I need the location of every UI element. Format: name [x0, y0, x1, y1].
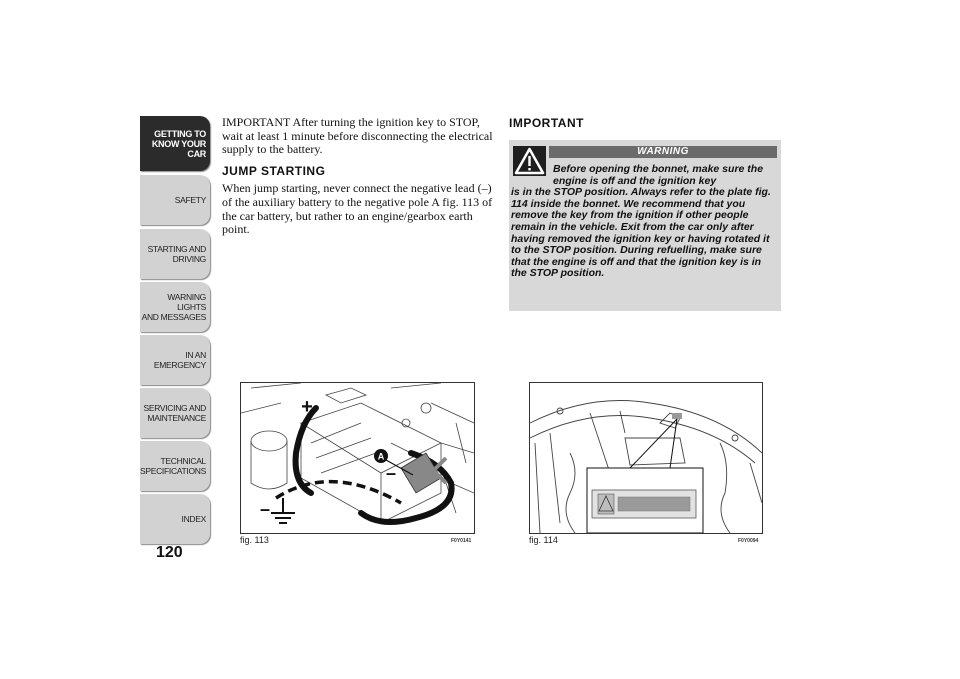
important-heading: IMPORTANT: [509, 116, 584, 130]
figure-113-code: F0Y0141: [451, 538, 472, 544]
tab-technical-specifications[interactable]: [140, 441, 210, 491]
tab-label: INDEX: [181, 514, 206, 524]
page-number: 120: [156, 544, 183, 561]
tab-label: GETTING TO KNOW YOUR CAR: [151, 128, 206, 159]
plus-sign: +: [301, 396, 313, 418]
important-note: IMPORTANT After turning the ignition key to STOP, wait at least 1 minute before disconnecting the electrical supply to the battery.: [222, 115, 493, 157]
ground-minus-sign: –: [259, 499, 271, 519]
minus-sign: –: [385, 463, 397, 483]
tab-warning-lights[interactable]: [140, 282, 210, 332]
tab-label: WARNING LIGHTS AND MESSAGES: [141, 292, 206, 322]
bonnet-illustration: [530, 383, 762, 533]
tab-index[interactable]: [140, 494, 210, 544]
warning-text-first: Before opening the bonnet, make sure the engine is off and the ignition key: [553, 163, 764, 187]
label-a: A: [377, 451, 385, 462]
tab-safety[interactable]: [140, 175, 210, 225]
tab-label: SAFETY: [174, 195, 206, 205]
warning-text: [511, 164, 777, 280]
tab-label: SERVICING AND MAINTENANCE: [143, 403, 206, 423]
warning-label: WARNING: [549, 146, 777, 158]
tab-label: STARTING AND DRIVING: [147, 244, 206, 264]
tab-label: IN AN EMERGENCY: [153, 350, 206, 370]
left-column: [222, 116, 498, 245]
figure-113-caption: fig. 113: [240, 535, 269, 545]
tab-servicing-and-maintenance[interactable]: [140, 388, 210, 438]
tab-in-an-emergency[interactable]: [140, 335, 210, 385]
jump-starting-text: When jump starting, never connect the negative lead (–) of the auxiliary battery to the negative pole A fig. 113 of the car battery, but rather to an engine/gearbox earth point.: [222, 181, 493, 237]
tab-starting-and-driving[interactable]: [140, 229, 210, 279]
figure-114-caption: fig. 114: [529, 535, 558, 545]
figure-114-code: F0Y0094: [738, 538, 759, 544]
warning-text-rest: is in the STOP position. Always refer to the plate fig. 114 inside the bonnet. We recommend that you remove the key from the ignition if other people remain in the vehicle. Exit from the car only after having removed the ignition key or having rotated it to the STOP position. During refuelling, make sure that the engine is off and that the ignition key is in the STOP position.: [511, 186, 771, 280]
tab-label: TECHNICAL SPECIFICATIONS: [139, 456, 206, 476]
figure-114-bonnet-plate: [529, 382, 763, 534]
figure-113-battery: [240, 382, 475, 534]
tab-getting-to-know-your-car[interactable]: [140, 116, 210, 171]
battery-illustration: [241, 383, 474, 533]
ground-icon: [271, 498, 295, 523]
jump-starting-heading: JUMP STARTING: [222, 163, 326, 178]
